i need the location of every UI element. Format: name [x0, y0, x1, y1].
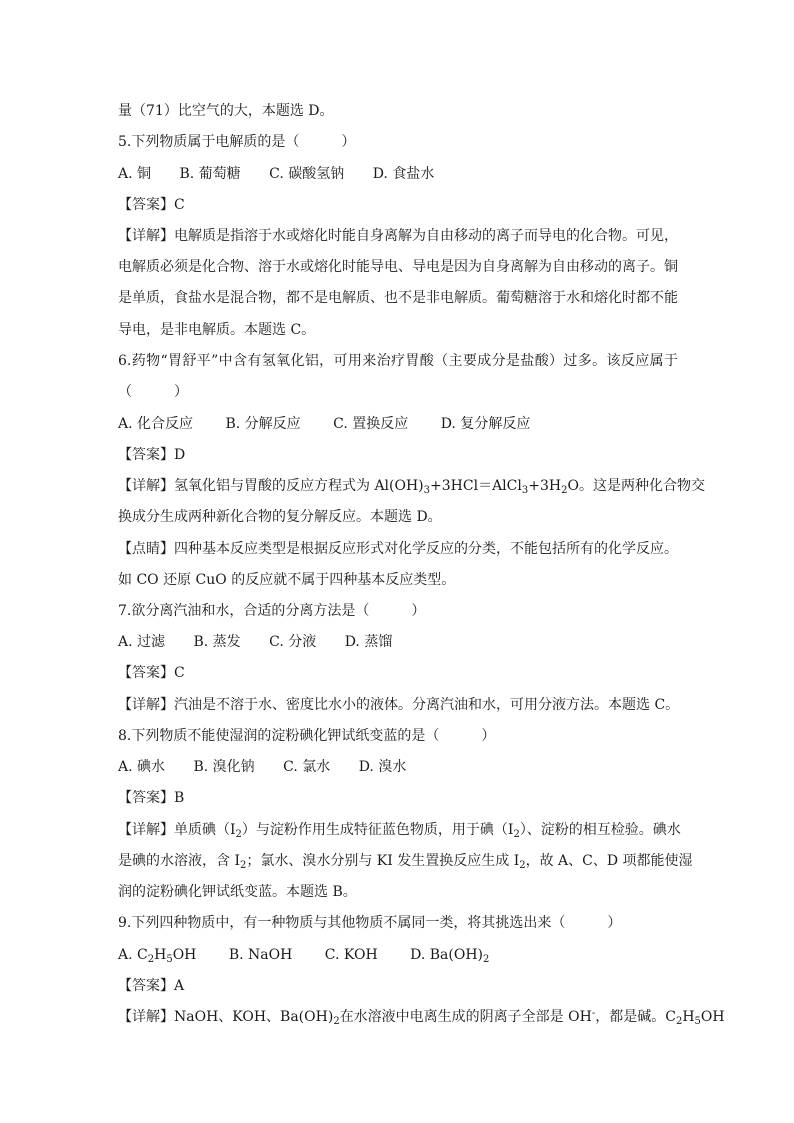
explanation-5-line-2: 电解质必须是化合物、溶于水或熔化时能导电、导电是因为自身离解为自由移动的离子。铜	[118, 259, 678, 275]
answer-6: 【答案】D	[118, 447, 186, 463]
explanation-8-line-3: 润的淀粉碘化钾试纸变蓝。本题选 B。	[118, 884, 357, 900]
explanation-6-line-1: 【详解】氢氧化铝与胃酸的反应方程式为 $Al(OH)_3+3HCl=AlCl_3+3H_2O$。这是两种化合物交	[118, 478, 705, 496]
tip-6-line-2: 如 CO 还原 CuO 的反应就不属于四种基本反应类型。	[118, 572, 456, 588]
explanation-6-line-2: 换成分生成两种新化合物的复分解反应。本题选 D。	[118, 509, 442, 525]
question-9-options	[118, 946, 678, 964]
option-a: A. 碘水	[118, 759, 166, 775]
option-d: D. $Ba(OH)_2$	[410, 947, 490, 965]
text-line: 量（71）比空气的大，本题选 D。	[118, 103, 334, 119]
question-5: 5.下列物质属于电解质的是（ ）	[118, 134, 356, 150]
option-d: D. 蒸馏	[344, 634, 393, 650]
question-8: 8.下列物质不能使湿润的淀粉碘化钾试纸变蓝的是（ ）	[118, 728, 496, 744]
question-6-line-2: （ ）	[118, 384, 188, 400]
option-c: C. 置换反应	[333, 416, 409, 432]
option-c: C. 氯水	[283, 759, 331, 775]
answer-9: 【答案】A	[118, 978, 185, 994]
explanation-5-line-1: 【详解】电解质是指溶于水或熔化时能自身离解为自由移动的离子而导电的化合物。可见，	[118, 228, 678, 244]
option-d: D. 溴水	[358, 759, 407, 775]
answer-8: 【答案】B	[118, 790, 185, 806]
option-a: A. $C_2H_5OH$	[118, 947, 197, 965]
option-c: C. 分液	[269, 634, 317, 650]
explanation-7: 【详解】汽油是不溶于水、密度比水小的液体。分离汽油和水，可用分液方法。本题选 C。	[118, 697, 680, 713]
option-c: C. 碳酸氢钠	[269, 166, 345, 182]
explanation-5-line-3: 是单质，食盐水是混合物，都不是电解质、也不是非电解质。葡萄糖溶于水和熔化时都不能	[118, 290, 678, 306]
option-b: B. 蒸发	[193, 634, 241, 650]
question-8-options	[118, 758, 678, 776]
question-5-options	[118, 165, 678, 183]
tip-6-line-1: 【点睛】四种基本反应类型是根据反应形式对化学反应的分类，不能包括所有的化学反应。	[118, 541, 678, 557]
question-6-line-1: 6.药物“胃舒平”中含有氢氧化铝，可用来治疗胃酸（主要成分是盐酸）过多。该反应属于	[118, 353, 678, 369]
option-b: B. 葡萄糖	[179, 166, 241, 182]
answer-5: 【答案】C	[118, 197, 185, 213]
option-d: D. 食盐水	[372, 166, 435, 182]
explanation-8-line-2: 是碘的水溶液，含 $I_2$；氯水、溴水分别与 KI 发生置换反应生成 $I_2$，故 A、C、D 项都能使湿	[118, 853, 693, 871]
option-a: A. 铜	[118, 166, 152, 182]
question-9: 9.下列四种物质中，有一种物质与其他物质不属同一类，将其挑选出来（ ）	[118, 915, 622, 931]
question-6-options	[118, 415, 678, 433]
option-b: B. 溴化钠	[193, 759, 255, 775]
question-7-options	[118, 633, 678, 651]
option-a: A. 过滤	[118, 634, 166, 650]
explanation-5-line-4: 导电，是非电解质。本题选 C。	[118, 322, 316, 338]
option-d: D. 复分解反应	[440, 416, 531, 432]
question-7: 7.欲分离汽油和水，合适的分离方法是（ ）	[118, 603, 426, 619]
option-b: B. 分解反应	[225, 416, 301, 432]
option-a: A. 化合反应	[118, 416, 194, 432]
option-b: B. NaOH	[228, 947, 293, 963]
answer-7: 【答案】C	[118, 665, 185, 681]
explanation-9-line-1: 【详解】NaOH、KOH、$Ba(OH)_2$在水溶液中电离生成的阴离子全部是 OH-，都是碱。$C_2H_5OH$	[118, 1008, 725, 1027]
option-c: C. KOH	[324, 947, 378, 963]
explanation-8-line-1: 【详解】单质碘$(I_2)$与淀粉作用生成特征蓝色物质，用于碘$(I_2)$、淀粉的相互检验。碘水	[118, 822, 681, 840]
